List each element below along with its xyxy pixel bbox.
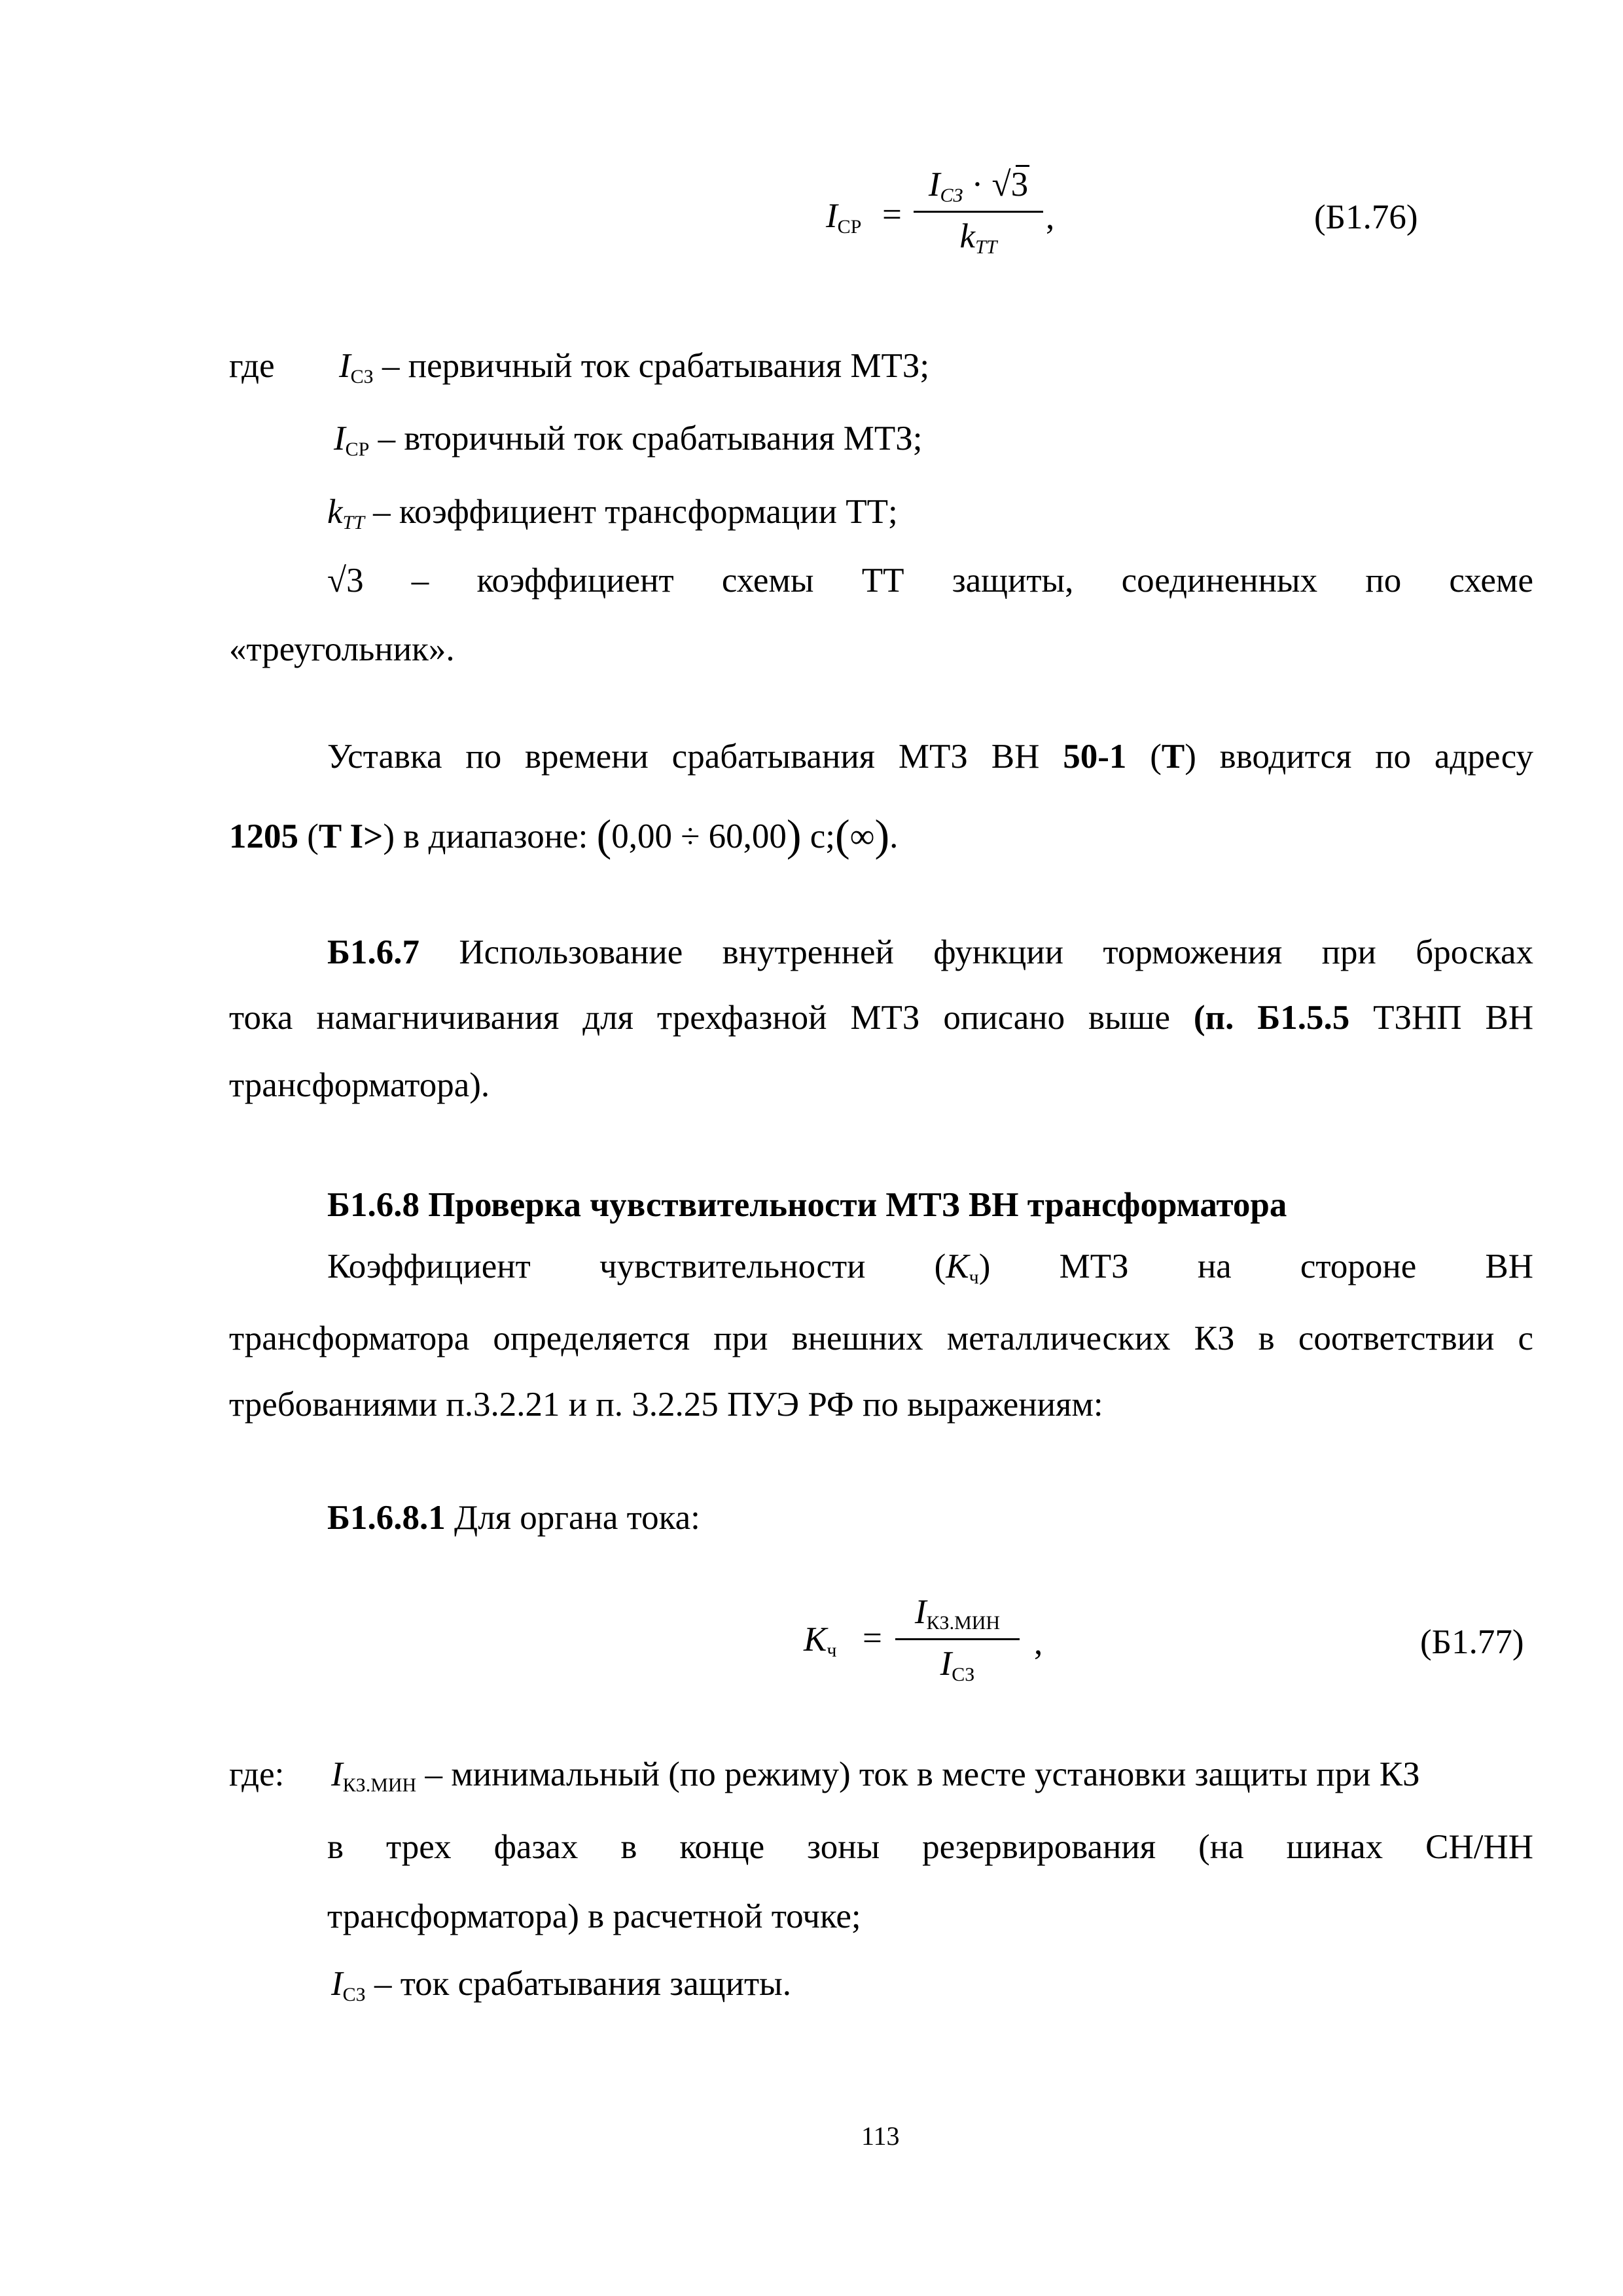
section-reference: (п. Б1.5.5 — [1193, 999, 1350, 1037]
fraction-denominator: kТТ — [959, 217, 997, 258]
definition-i-kz-min-line-3: трансформатора) в расчетной точке; — [327, 1897, 861, 1935]
section-b1-6-8-line-2: трансформатора определяется при внешних металлических КЗ в соответствии с — [229, 1319, 1533, 1357]
time-range: 0,00 ÷ 60,00 — [611, 817, 787, 855]
fraction-bar — [914, 211, 1043, 213]
section-b1-6-8-line-3: требованиями п.3.2.21 и п. 3.2.25 ПУЭ РФ по выражениям: — [229, 1386, 1103, 1424]
section-b1-6-8-heading: Б1.6.8 Проверка чувствительности МТЗ ВН трансформатора — [327, 1186, 1287, 1224]
formula-comma: , — [1034, 1624, 1043, 1662]
k-ch-symbol: K — [946, 1247, 969, 1285]
formula-fraction — [895, 1595, 1020, 1685]
paragraph-time-line-2: 1205 (T I>) в диапазоне: (0,00 ÷ 60,00) с;(∞). — [229, 810, 899, 860]
fraction-bar — [895, 1638, 1020, 1640]
fraction-numerator: $I_{КЗ.МИН}$ — [914, 1593, 1001, 1634]
formula-comma: , — [1046, 198, 1055, 236]
definition-k-tt: kТТ – коэффициент трансформации ТТ; — [327, 493, 898, 533]
formula-number: (Б1.76) — [1314, 198, 1418, 236]
formula-equals: = — [863, 1619, 882, 1657]
section-b1-6-7-line-2: тока намагничивания для трехфазной МТЗ описано выше (п. Б1.5.5 ТЗНП ВН — [229, 999, 1534, 1037]
section-b1-6-8-1: Б1.6.8.1 Для органа тока: — [327, 1499, 700, 1537]
definition-i-kz-min-line-2: в трех фазах в конце зоны резервирования (на шинах СН/НН — [327, 1828, 1534, 1866]
definition-sqrt3-cont: «треугольник». — [229, 630, 455, 668]
formula-equals: = — [882, 196, 902, 234]
definition-where-2: где: — [229, 1755, 285, 1793]
definition-sqrt3: √3 – коэффициент схемы ТТ защиты, соединенных по схеме — [327, 562, 1533, 600]
fraction-denominator: $I_{СЗ}$ — [940, 1645, 975, 1685]
formula-lhs: $I_{СР}$ — [826, 197, 862, 238]
formula-fraction — [914, 168, 1043, 257]
definition-i-sz: $I_{СЗ}$ – первичный ток срабатывания МТЗ; — [339, 347, 930, 387]
fraction-numerator: IСЗ · √3 — [928, 166, 1029, 206]
formula-number: (Б1.77) — [1420, 1623, 1524, 1661]
sqrt-symbol: √3 — [991, 166, 1029, 204]
definition-where-1: где — [229, 347, 275, 385]
definition-i-kz-min: $I_{КЗ.МИН}$ – минимальный (по режиму) ток в месте установки защиты при КЗ — [331, 1755, 1420, 1796]
section-b1-6-8-line-1: Коэффициент чувствительности $(K_ч)$ МТЗ на стороне ВН — [327, 1247, 1534, 1288]
formula-lhs: $K_ч$ — [804, 1621, 837, 1661]
section-number: Б1.6.8.1 — [327, 1499, 446, 1537]
infinity-symbol: ∞ — [849, 817, 875, 855]
definition-i-sz-2: $I_{СЗ}$ – ток срабатывания защиты. — [331, 1965, 791, 2005]
page-number: 113 — [861, 2121, 900, 2151]
section-b1-6-7-line-1: Б1.6.7 Использование внутренней функции торможения при бросках — [327, 933, 1534, 971]
section-number: Б1.6.7 — [327, 933, 420, 971]
section-b1-6-7-line-3: трансформатора). — [229, 1066, 490, 1104]
definition-i-sr: $I_{СР}$ – вторичный ток срабатывания МТЗ; — [334, 420, 923, 460]
paragraph-time-line-1: Уставка по времени срабатывания МТЗ ВН 50-1 (T) вводится по адресу — [327, 738, 1534, 776]
